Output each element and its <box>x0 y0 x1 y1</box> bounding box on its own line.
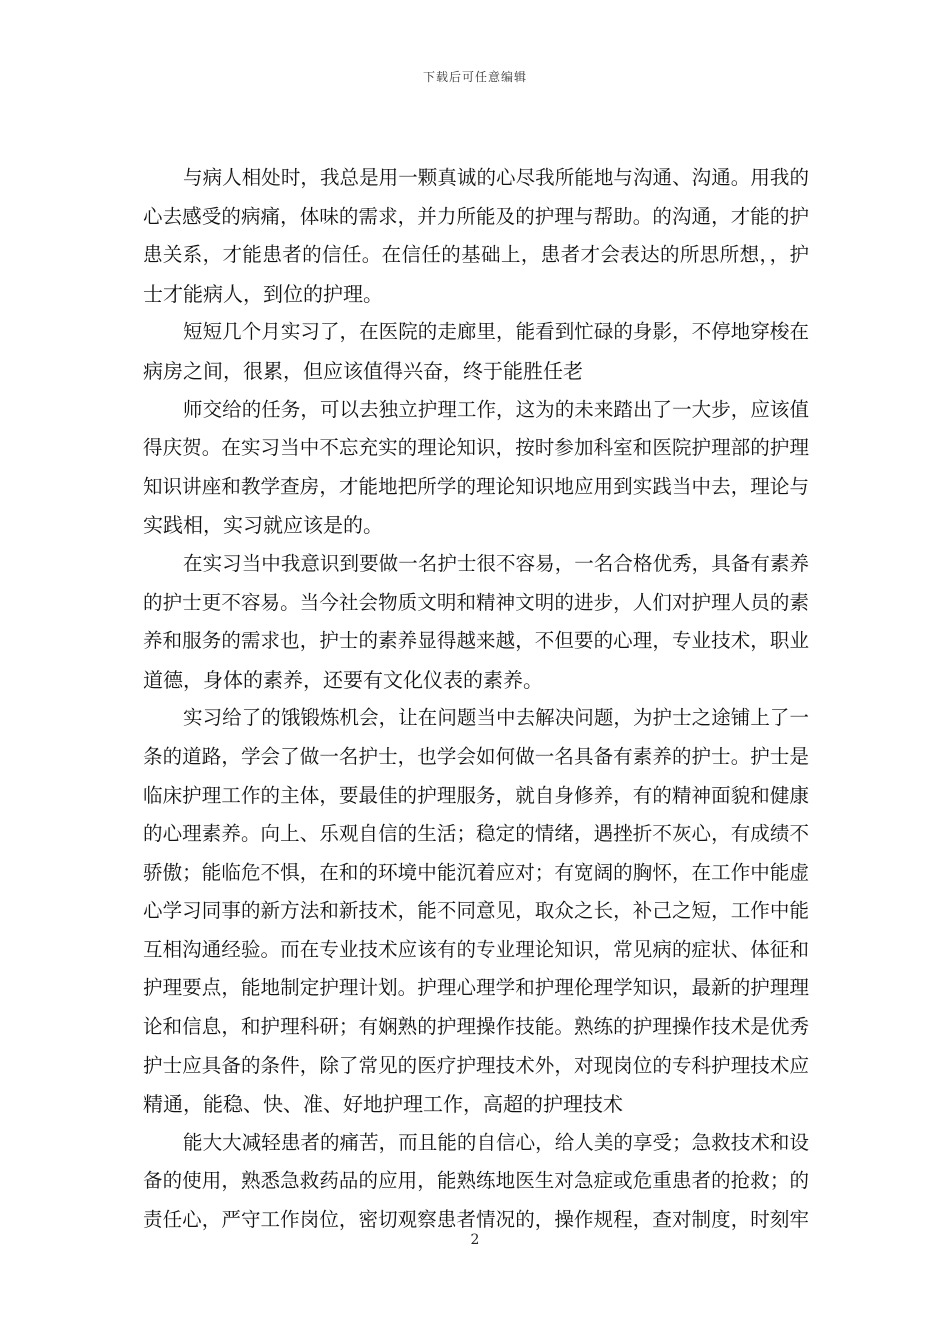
text-line: 师交给的任务，可以去独立护理工作，这为的未来踏出了一大步，应该值 <box>183 397 809 421</box>
text-line: 的护士更不容易。当今社会物质文明和精神文明的进步，人们对护理人员的素 <box>143 590 809 614</box>
document-body <box>143 159 809 1240</box>
page-number: 2 <box>470 1232 480 1248</box>
text-line: 道德，身体的素养，还要有文化仪表的素养。 <box>143 667 543 692</box>
text-line: 在实习当中我意识到要做一名护士很不容易，一名合格优秀，具备有素养 <box>183 551 809 575</box>
text-line: 责任心，严守工作岗位，密切观察患者情况的，操作规程，查对制度，时刻牢 <box>143 1208 809 1232</box>
text-line: 实习给了的饿锻炼机会，让在问题当中去解决问题，为护士之途铺上了一 <box>183 706 809 730</box>
text-line: 能大大减轻患者的痛苦，而且能的自信心，给人美的享受；急救技术和设 <box>183 1130 809 1154</box>
text-line: 备的使用，熟悉急救药品的应用，能熟练地医生对急症或危重患者的抢救；的 <box>143 1169 809 1193</box>
text-line: 得庆贺。在实习当中不忘充实的理论知识，按时参加科室和医院护理部的护理 <box>143 436 809 460</box>
text-line: 互相沟通经验。而在专业技术应该有的专业理论知识，常见病的症状、体征和 <box>143 937 809 961</box>
text-line: 论和信息，和护理科研；有娴熟的护理操作技能。熟练的护理操作技术是优秀 <box>143 1015 809 1039</box>
text-line: 骄傲；能临危不惧，在和的环境中能沉着应对；有宽阔的胸怀，在工作中能虚 <box>143 860 809 884</box>
page-header: 下载后可任意编辑 <box>422 70 527 84</box>
text-line: 患关系，才能患者的信任。在信任的基础上，患者才会表达的所思所想，，护 <box>143 243 809 267</box>
text-line: 临床护理工作的主体，要最佳的护理服务，就自身修养，有的精神面貌和健康 <box>143 783 809 807</box>
text-line: 护理要点，能地制定护理计划。护理心理学和护理伦理学知识，最新的护理理 <box>143 976 809 1000</box>
text-line: 与病人相处时，我总是用一颗真诚的心尽我所能地与沟通、沟通。用我的 <box>183 166 809 189</box>
text-line: 精通，能稳、快、准、好地护理工作，高超的护理技术 <box>143 1092 623 1117</box>
text-line: 短短几个月实习了，在医院的走廊里，能看到忙碌的身影，不停地穿梭在 <box>183 320 809 344</box>
text-line: 养和服务的需求也，护士的素养显得越来越，不但要的心理，专业技术，职业 <box>143 629 809 653</box>
text-line: 病房之间，很累，但应该值得兴奋，终于能胜任老 <box>143 358 583 383</box>
text-line: 条的道路，学会了做一名护士，也学会如何做一名具备有素养的护士。护士是 <box>143 744 809 768</box>
text-line: 知识讲座和教学查房，才能地把所学的理论知识地应用到实践当中去，理论与 <box>143 474 809 498</box>
text-line: 心学习同事的新方法和新技术，能不同意见，取众之长，补己之短，工作中能 <box>143 899 809 923</box>
text-line: 实践相，实习就应该是的。 <box>143 513 383 538</box>
text-line: 护士应具备的条件，除了常见的医疗护理技术外，对现岗位的专科护理技术应 <box>143 1053 809 1077</box>
text-line: 心去感受的病痛，体味的需求，并力所能及的护理与帮助。的沟通，才能的护 <box>143 204 809 228</box>
text-line: 的心理素养。向上、乐观自信的生活；稳定的情绪，遇挫折不灰心，有成绩不 <box>143 822 809 846</box>
text-line: 士才能病人，到位的护理。 <box>143 281 383 306</box>
